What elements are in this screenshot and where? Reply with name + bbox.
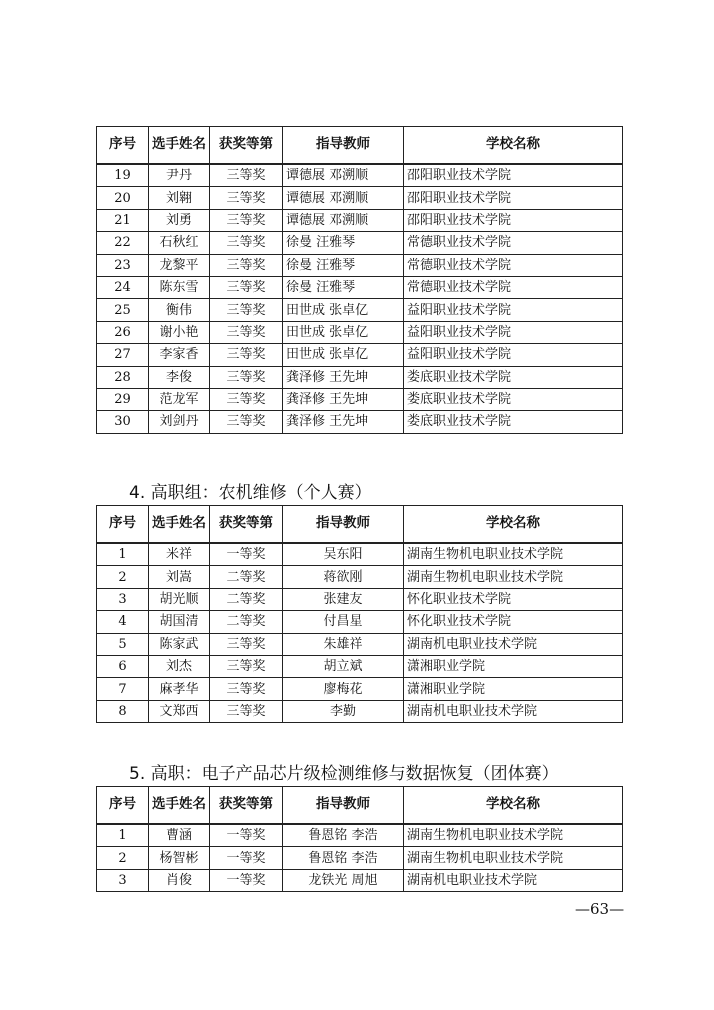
cell-school: 潇湘职业学院 <box>404 678 623 700</box>
cell-teacher: 蒋欲刚 <box>283 566 404 588</box>
cell-no: 8 <box>97 700 149 722</box>
cell-school: 怀化职业技术学院 <box>404 588 623 610</box>
page-number: —63— <box>575 900 625 918</box>
cell-award: 三等奖 <box>210 700 283 722</box>
table-header-row <box>97 127 623 165</box>
cell-teacher: 龚泽修 王先坤 <box>283 388 404 410</box>
table-row <box>97 566 623 588</box>
cell-award: 三等奖 <box>210 187 283 209</box>
cell-award: 二等奖 <box>210 588 283 610</box>
cell-name: 衡伟 <box>149 299 210 321</box>
cell-award: 三等奖 <box>210 633 283 655</box>
cell-name: 谢小艳 <box>149 321 210 343</box>
table-row <box>97 164 623 187</box>
header-name: 选手姓名 <box>149 787 210 825</box>
cell-teacher: 徐曼 汪雅琴 <box>283 254 404 276</box>
cell-school: 益阳职业技术学院 <box>404 321 623 343</box>
header-school: 学校名称 <box>404 787 623 825</box>
cell-school: 湖南机电职业技术学院 <box>404 633 623 655</box>
header-award: 获奖等第 <box>210 127 283 165</box>
table-row <box>97 847 623 869</box>
cell-name: 刘勇 <box>149 209 210 231</box>
cell-school: 湖南生物机电职业技术学院 <box>404 824 623 847</box>
cell-award: 三等奖 <box>210 344 283 366</box>
cell-school: 湖南生物机电职业技术学院 <box>404 543 623 566</box>
table-row <box>97 187 623 209</box>
cell-award: 二等奖 <box>210 566 283 588</box>
cell-teacher: 谭德展 邓溯顺 <box>283 187 404 209</box>
cell-no: 27 <box>97 344 149 366</box>
cell-award: 一等奖 <box>210 824 283 847</box>
header-teacher: 指导教师 <box>283 127 404 165</box>
cell-no: 20 <box>97 187 149 209</box>
cell-teacher: 吴东阳 <box>283 543 404 566</box>
header-school: 学校名称 <box>404 127 623 165</box>
cell-no: 7 <box>97 678 149 700</box>
cell-teacher: 廖梅花 <box>283 678 404 700</box>
cell-name: 李俊 <box>149 366 210 388</box>
table-row <box>97 388 623 410</box>
cell-school: 常德职业技术学院 <box>404 276 623 298</box>
table-header-row <box>97 787 623 825</box>
cell-teacher: 田世成 张卓亿 <box>283 321 404 343</box>
section-5-title: 5. 高职：电子产品芯片级检测维修与数据恢复（团体赛） <box>129 764 559 784</box>
cell-award: 三等奖 <box>210 276 283 298</box>
cell-school: 湖南机电职业技术学院 <box>404 869 623 891</box>
table-row <box>97 869 623 891</box>
cell-no: 3 <box>97 869 149 891</box>
table-row <box>97 700 623 722</box>
table-row <box>97 232 623 254</box>
cell-no: 5 <box>97 633 149 655</box>
cell-school: 益阳职业技术学院 <box>404 299 623 321</box>
cell-no: 30 <box>97 411 149 433</box>
cell-teacher: 鲁恩铭 李浩 <box>283 847 404 869</box>
table-body <box>97 824 623 892</box>
header-name: 选手姓名 <box>149 127 210 165</box>
cell-no: 26 <box>97 321 149 343</box>
cell-no: 23 <box>97 254 149 276</box>
cell-no: 2 <box>97 566 149 588</box>
table-row <box>97 543 623 566</box>
cell-teacher: 田世成 张卓亿 <box>283 299 404 321</box>
table-row <box>97 588 623 610</box>
header-name: 选手姓名 <box>149 506 210 544</box>
cell-no: 1 <box>97 824 149 847</box>
cell-school: 娄底职业技术学院 <box>404 366 623 388</box>
cell-teacher: 胡立斌 <box>283 655 404 677</box>
cell-award: 三等奖 <box>210 164 283 187</box>
cell-school: 怀化职业技术学院 <box>404 611 623 633</box>
award-table-2 <box>96 505 623 723</box>
cell-no: 25 <box>97 299 149 321</box>
cell-name: 刘杰 <box>149 655 210 677</box>
cell-name: 文郑西 <box>149 700 210 722</box>
cell-award: 一等奖 <box>210 869 283 891</box>
table-row <box>97 366 623 388</box>
cell-school: 益阳职业技术学院 <box>404 344 623 366</box>
table-row <box>97 678 623 700</box>
cell-name: 陈家武 <box>149 633 210 655</box>
table-row <box>97 655 623 677</box>
cell-teacher: 田世成 张卓亿 <box>283 344 404 366</box>
cell-name: 米祥 <box>149 543 210 566</box>
cell-teacher: 龚泽修 王先坤 <box>283 366 404 388</box>
table-row <box>97 633 623 655</box>
cell-award: 三等奖 <box>210 254 283 276</box>
table-row <box>97 321 623 343</box>
table-body <box>97 543 623 723</box>
cell-school: 湖南生物机电职业技术学院 <box>404 566 623 588</box>
cell-teacher: 付昌星 <box>283 611 404 633</box>
cell-school: 娄底职业技术学院 <box>404 411 623 433</box>
cell-no: 21 <box>97 209 149 231</box>
cell-award: 三等奖 <box>210 388 283 410</box>
cell-no: 19 <box>97 164 149 187</box>
header-teacher: 指导教师 <box>283 506 404 544</box>
cell-teacher: 徐曼 汪雅琴 <box>283 232 404 254</box>
cell-no: 1 <box>97 543 149 566</box>
table-row <box>97 209 623 231</box>
cell-award: 三等奖 <box>210 411 283 433</box>
cell-school: 常德职业技术学院 <box>404 254 623 276</box>
cell-no: 28 <box>97 366 149 388</box>
cell-award: 三等奖 <box>210 366 283 388</box>
header-award: 获奖等第 <box>210 506 283 544</box>
cell-teacher: 龙铁光 周旭 <box>283 869 404 891</box>
cell-name: 龙黎平 <box>149 254 210 276</box>
cell-school: 娄底职业技术学院 <box>404 388 623 410</box>
cell-award: 三等奖 <box>210 299 283 321</box>
cell-no: 2 <box>97 847 149 869</box>
award-table-1 <box>96 126 623 434</box>
cell-award: 三等奖 <box>210 655 283 677</box>
cell-award: 三等奖 <box>210 232 283 254</box>
cell-award: 一等奖 <box>210 847 283 869</box>
cell-no: 3 <box>97 588 149 610</box>
cell-name: 胡光顺 <box>149 588 210 610</box>
cell-school: 邵阳职业技术学院 <box>404 164 623 187</box>
award-table-3 <box>96 786 623 892</box>
section-4-title: 4. 高职组：农机维修（个人赛） <box>129 483 372 503</box>
cell-teacher: 徐曼 汪雅琴 <box>283 276 404 298</box>
table-row <box>97 611 623 633</box>
cell-name: 胡国清 <box>149 611 210 633</box>
cell-teacher: 张建友 <box>283 588 404 610</box>
cell-no: 6 <box>97 655 149 677</box>
cell-name: 李家香 <box>149 344 210 366</box>
cell-name: 陈东雪 <box>149 276 210 298</box>
cell-name: 曹涵 <box>149 824 210 847</box>
cell-no: 22 <box>97 232 149 254</box>
header-no: 序号 <box>97 506 149 544</box>
cell-school: 常德职业技术学院 <box>404 232 623 254</box>
header-no: 序号 <box>97 787 149 825</box>
cell-award: 三等奖 <box>210 678 283 700</box>
table-header-row <box>97 506 623 544</box>
cell-school: 邵阳职业技术学院 <box>404 209 623 231</box>
table-row <box>97 344 623 366</box>
cell-award: 三等奖 <box>210 321 283 343</box>
cell-no: 4 <box>97 611 149 633</box>
cell-award: 二等奖 <box>210 611 283 633</box>
cell-name: 尹丹 <box>149 164 210 187</box>
cell-award: 三等奖 <box>210 209 283 231</box>
cell-name: 麻孝华 <box>149 678 210 700</box>
header-no: 序号 <box>97 127 149 165</box>
header-teacher: 指导教师 <box>283 787 404 825</box>
cell-award: 一等奖 <box>210 543 283 566</box>
table-row <box>97 824 623 847</box>
table-row <box>97 299 623 321</box>
table-row <box>97 276 623 298</box>
cell-name: 刘翱 <box>149 187 210 209</box>
cell-teacher: 谭德展 邓溯顺 <box>283 164 404 187</box>
cell-no: 29 <box>97 388 149 410</box>
cell-name: 范龙军 <box>149 388 210 410</box>
cell-school: 湖南机电职业技术学院 <box>404 700 623 722</box>
cell-no: 24 <box>97 276 149 298</box>
cell-name: 刘剑丹 <box>149 411 210 433</box>
cell-teacher: 李勤 <box>283 700 404 722</box>
cell-name: 石秋红 <box>149 232 210 254</box>
cell-teacher: 鲁恩铭 李浩 <box>283 824 404 847</box>
cell-teacher: 谭德展 邓溯顺 <box>283 209 404 231</box>
cell-teacher: 龚泽修 王先坤 <box>283 411 404 433</box>
table-body <box>97 164 623 433</box>
header-award: 获奖等第 <box>210 787 283 825</box>
cell-name: 杨智彬 <box>149 847 210 869</box>
header-school: 学校名称 <box>404 506 623 544</box>
cell-school: 湖南生物机电职业技术学院 <box>404 847 623 869</box>
cell-school: 邵阳职业技术学院 <box>404 187 623 209</box>
table-row <box>97 254 623 276</box>
cell-school: 潇湘职业学院 <box>404 655 623 677</box>
table-row <box>97 411 623 433</box>
cell-name: 肖俊 <box>149 869 210 891</box>
cell-name: 刘嵩 <box>149 566 210 588</box>
cell-teacher: 朱雄祥 <box>283 633 404 655</box>
